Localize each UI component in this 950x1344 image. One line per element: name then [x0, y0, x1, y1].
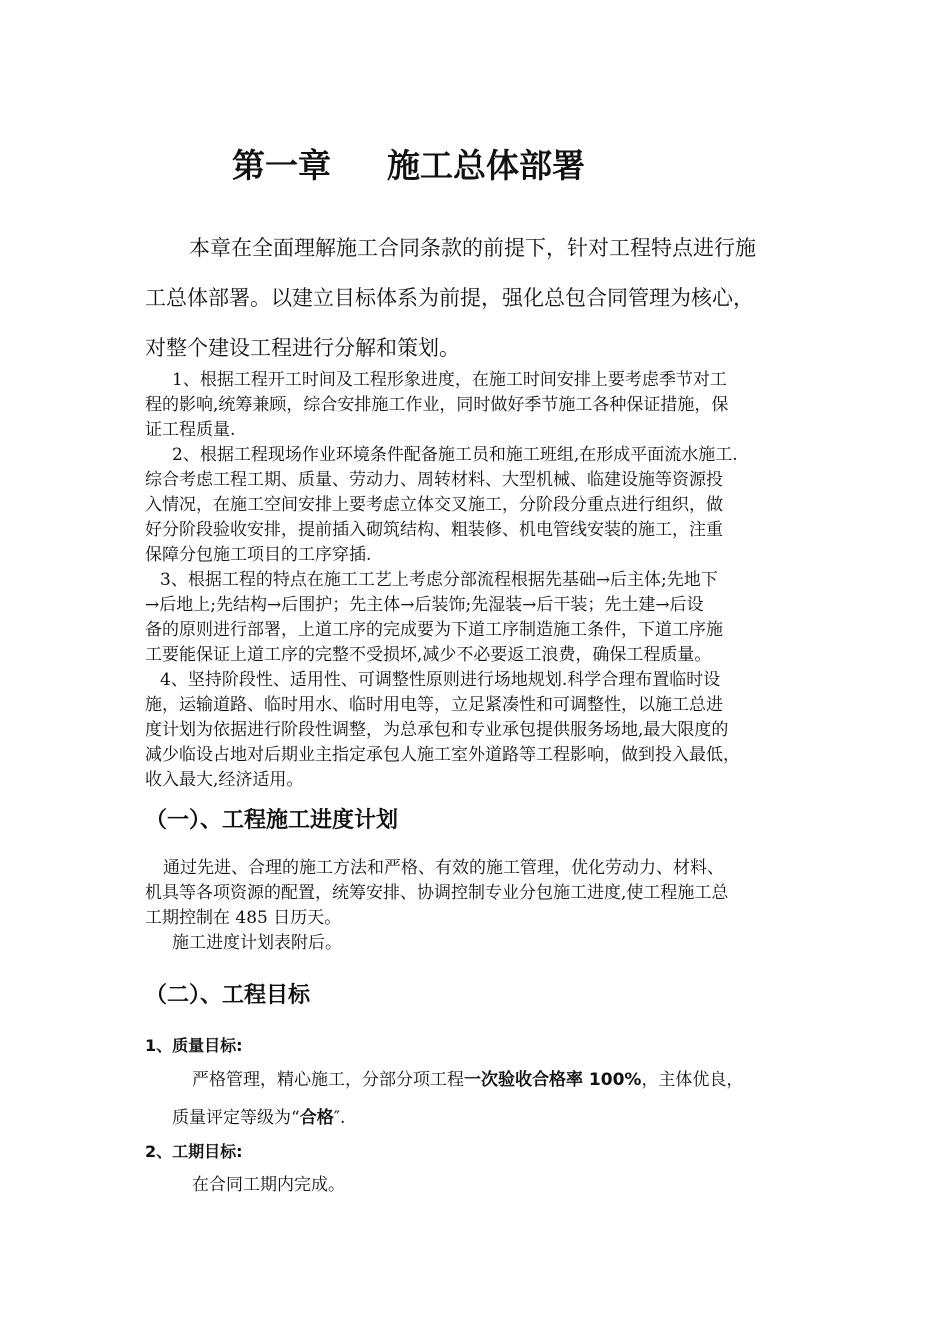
section-2-heading: （二）、工程目标 [145, 983, 311, 1008]
intro-line: 工总体部署。以建立目标体系为前提，强化总包合同管理为核心， [145, 286, 754, 310]
point-2-line: 保障分包施工项目的工序穿插. [145, 545, 372, 565]
quality-target-line: 严格管理，精心施工，分部分项工程一次验收合格率 100%，主体优良， [192, 1070, 744, 1090]
point-4-line: 减少临设占地对后期业主指定承包人施工室外道路等工程影响，做到投入最低， [145, 745, 740, 765]
point-3-line: 备的原则进行部署，上道工序的完成要为下道工序制造施工条件，下道工序施 [145, 620, 723, 640]
point-2-line: 2、根据工程现场作业环境条件配备施工员和施工班组,在形成平面流水施工. [172, 445, 738, 465]
point-2-line: 入情况，在施工空间安排上要考虑立体交叉施工，分阶段分重点进行组织，做 [145, 495, 723, 515]
quality-target-label: 1、质量目标: [145, 1036, 243, 1055]
chapter-name: 施工总体部署 [387, 146, 585, 185]
point-2-line: 好分阶段验收安排，提前插入砌筑结构、粗装修、机电管线安装的施工，注重 [145, 520, 723, 540]
section-1-note: 施工进度计划表附后。 [172, 933, 342, 953]
section-1-heading: （一）、工程施工进度计划 [145, 808, 399, 833]
chapter-title [232, 140, 585, 187]
section-1-line: 工期控制在 485 日历天。 [145, 908, 342, 928]
point-4-line: 4、坚持阶段性、适用性、可调整性原则进行场地规划.科学合理布置临时设 [160, 670, 721, 690]
point-1-line: 程的影响,统筹兼顾，综合安排施工作业，同时做好季节施工各种保证措施，保 [145, 395, 729, 415]
point-3-line: 3、根据工程的特点在施工工艺上考虑分部流程根据先基础→后主体;先地下 [160, 570, 718, 590]
schedule-target-label: 2、工期目标: [145, 1142, 243, 1161]
point-1-line: 证工程质量. [145, 420, 236, 440]
point-1-line: 1、根据工程开工时间及工程形象进度，在施工时间安排上要考虑季节对工 [172, 370, 727, 390]
point-4-line: 度计划为依据进行阶段性调整，为总承包和专业承包提供服务场地,最大限度的 [145, 720, 729, 740]
quality-target-line: 质量评定等级为“合格″. [172, 1108, 346, 1128]
schedule-target-text: 在合同工期内完成。 [192, 1175, 345, 1195]
point-2-line: 综合考虑工程工期、质量、劳动力、周转材料、大型机械、临建设施等资源投 [145, 470, 723, 490]
point-3-line: 工要能保证上道工序的完整不受损坏,减少不必要返工浪费，确保工程质量。 [145, 645, 712, 665]
point-4-line: 收入最大,经济适用。 [145, 770, 304, 790]
point-4-line: 施，运输道路、临时用水、临时用电等，立足紧凑性和可调整性，以施工总进 [145, 695, 723, 715]
section-1-line: 机具等各项资源的配置，统筹安排、协调控制专业分包施工进度,使工程施工总 [145, 883, 729, 903]
intro-line: 对整个建设工程进行分解和策划。 [145, 336, 460, 360]
chapter-number: 第一章 [232, 146, 331, 185]
intro-line: 本章在全面理解施工合同条款的前提下，针对工程特点进行施 [189, 236, 756, 260]
point-3-line: →后地上;先结构→后围护；先主体→后装饰;先湿装→后干装；先土建→后设 [145, 595, 704, 615]
section-1-line: 通过先进、合理的施工方法和严格、有效的施工管理，优化劳动力、材料、 [163, 858, 724, 878]
